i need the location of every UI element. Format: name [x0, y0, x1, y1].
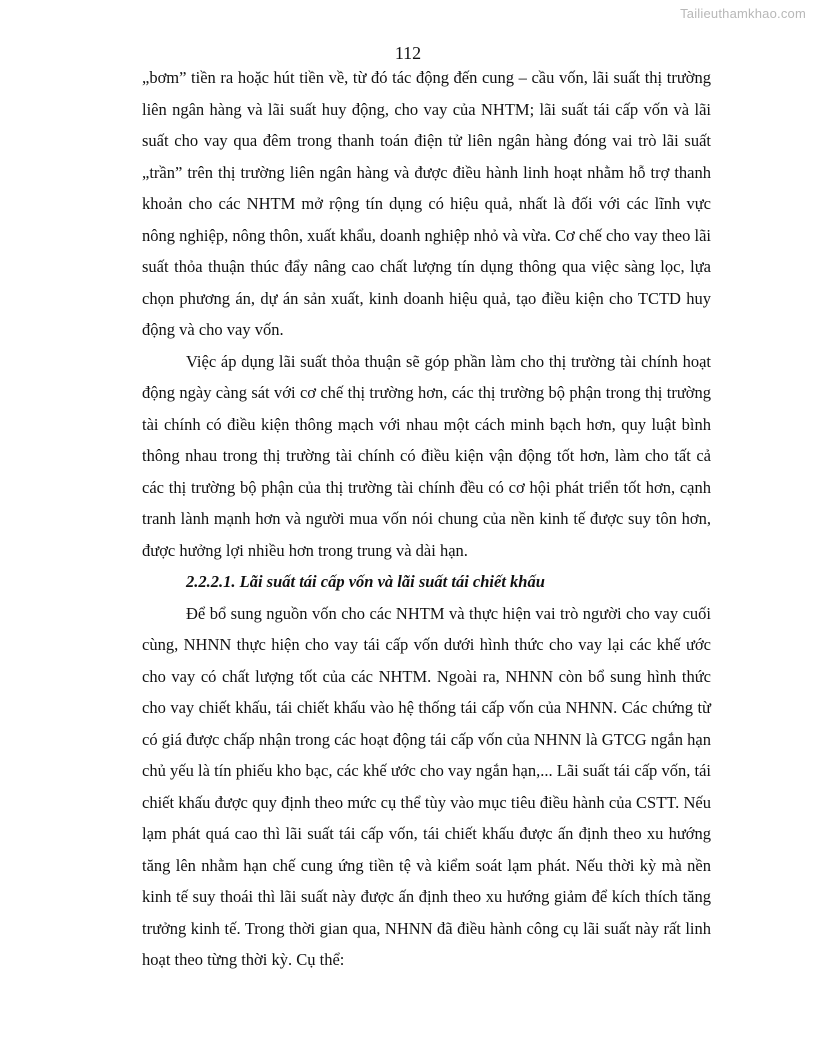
paragraph-interest-agreement: Việc áp dụng lãi suất thỏa thuận sẽ góp phần làm cho thị trường tài chính hoạt động ngày càng sát với cơ chế thị trường hơn, các thị trường bộ phận trong thị trường tài chính có điều kiện thông mạch với nhau một cách minh bạch hơn, quy luật bình thông nhau trong thị trường tài chính có điều kiện vận động tốt hơn, làm cho tất cả các thị trường bộ phận của thị trường tài chính đều có cơ hội phát triển tốt hơn, cạnh tranh lành mạnh hơn và người mua vốn nói chung của nền kinh tế được suy tôn hơn, được hưởng lợi nhiều hơn trong trung và dài hạn. [142, 351, 711, 560]
paragraph-continuation: „bơm” tiền ra hoặc hút tiền về, từ đó tác động đến cung – cầu vốn, lãi suất thị trường liên ngân hàng và lãi suất huy động, cho vay của NHTM; lãi suất tái cấp vốn và lãi suất cho vay qua đêm trong thanh toán điện tử liên ngân hàng đóng vai trò lãi suất „trần” trên thị trường liên ngân hàng và được điều hành linh hoạt nhằm hỗ trợ thanh khoản cho các NHTM mở rộng tín dụng có hiệu quả, nhất là đối với các lĩnh vực nông nghiệp, nông thôn, xuất khẩu, doanh nghiệp nhỏ và vừa. Cơ chế cho vay theo lãi suất thỏa thuận thúc đẩy nâng cao chất lượng tín dụng thông qua việc sàng lọc, lựa chọn phương án, dự án sản xuất, kinh doanh hiệu quả, tạo điều kiện cho TCTD huy động và cho vay vốn. [142, 68, 711, 339]
paragraph-refinancing: Để bổ sung nguồn vốn cho các NHTM và thực hiện vai trò người cho vay cuối cùng, NHNN thực hiện cho vay tái cấp vốn dưới hình thức cho vay lại các khế ước cho vay có chất lượng tốt của các NHTM. Ngoài ra, NHNN còn bổ sung hình thức cho vay chiết khấu, tái chiết khấu vào hệ thống tái cấp vốn của NHNN. Các chứng từ có giá được chấp nhận trong các hoạt động tái cấp vốn của NHNN là GTCG ngắn hạn chủ yếu là tín phiếu kho bạc, các khế ước cho vay ngắn hạn,... Lãi suất tái cấp vốn, tái chiết khấu được quy định theo mức cụ thể tùy vào mục tiêu điều hành của CSTT. Nếu lạm phát quá cao thì lãi suất tái cấp vốn, tái chiết khấu được ấn định theo xu hướng tăng lên nhằm hạn chế cung ứng tiền tệ và kiểm soát lạm phát. Nếu thời kỳ mà nền kinh tế suy thoái thì lãi suất này được ấn định theo xu hướng giảm để kích thích tăng trưởng kinh tế. Trong thời gian qua, NHNN đã điều hành công cụ lãi suất này rất linh hoạt theo từng thời kỳ. Cụ thể: [142, 603, 711, 969]
watermark: Tailieuthamkhao.com [680, 6, 806, 21]
document-body [142, 62, 711, 976]
page-number: 112 [394, 43, 422, 63]
section-heading: 2.2.2.1. Lãi suất tái cấp vốn và lãi suất tái chiết khấu [186, 572, 545, 591]
